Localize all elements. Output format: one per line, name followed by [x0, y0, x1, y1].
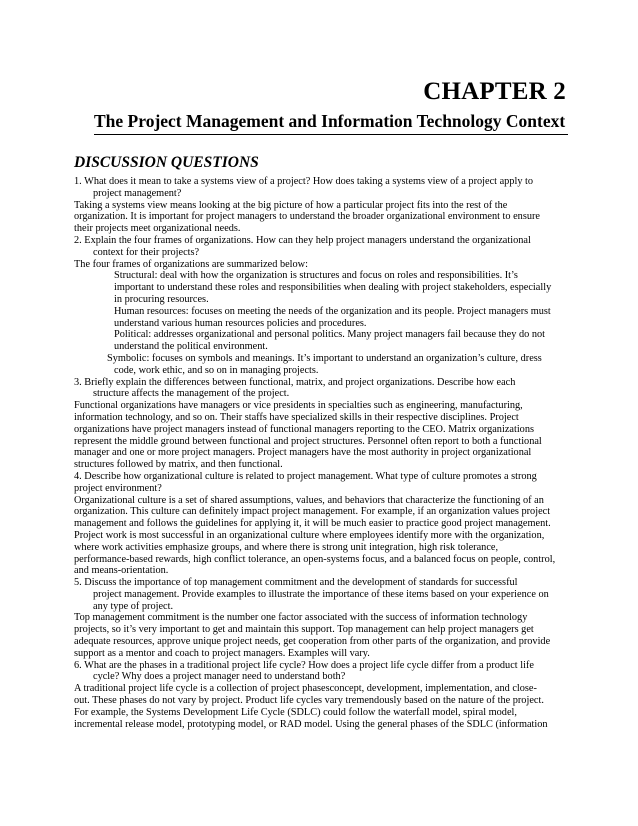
answer-line: management and follows the guidelines for applying it, it will be much easier to practice good project management.	[74, 518, 551, 530]
answer-line: their projects meet organizational needs.	[74, 223, 241, 235]
answer-line: out. These phases do not vary by project. Product life cycles vary tremendously based on the nature of the project.	[74, 695, 544, 707]
question-line: 4. Describe how organizational culture is related to project management. What type of culture promotes a strong	[74, 470, 537, 482]
frame-item-line: Political: addresses organizational and personal politics. Many project managers fail because they do not	[114, 329, 546, 341]
frame-item-line: understand various human resources policies and procedures.	[114, 317, 367, 329]
question-line: any type of project.	[93, 600, 174, 612]
answer-line: The four frames of organizations are summarized below:	[74, 258, 308, 270]
answer-line: support as a mentor and coach to project managers. Examples will vary.	[74, 647, 370, 659]
answer-line: organization. This culture can definitely impact project management. For example, if an organization values project	[74, 506, 551, 518]
answer-line: Functional organizations have managers or vice presidents in specialties such as engineering, manufacturing,	[74, 400, 523, 412]
document-body	[74, 176, 566, 730]
answer-line: structures followed by matrix, and then functional.	[74, 459, 283, 471]
answer-line: organizations have project managers instead of functional managers reporting to the CEO. Matrix organizations	[74, 423, 534, 435]
question-line: 5. Discuss the importance of top management commitment and the development of standards for successful	[74, 577, 518, 589]
question-line: 3. Briefly explain the differences between functional, matrix, and project organizations. Describe how each	[74, 376, 516, 388]
frame-item-line: in procuring resources.	[114, 293, 209, 305]
answer-line: represent the middle ground between functional and project structures. Personnel often report to both a functional	[74, 435, 542, 447]
frame-item-line: understand the political environment.	[114, 341, 268, 353]
question-line: 6. What are the phases in a traditional project life cycle? How does a project life cycle differ from a product life	[74, 659, 534, 671]
chapter-title: The Project Management and Information Technology Context	[94, 111, 568, 135]
question-line: 1. What does it mean to take a systems view of a project? How does taking a systems view of a project apply to	[74, 176, 534, 187]
answer-line: where work activities emphasize groups, and where there is strong unit integration, high risk tolerance,	[74, 541, 499, 553]
frame-item-line: Human resources: focuses on meeting the needs of the organization and its people. Project managers must	[114, 305, 551, 317]
answer-line: manager and one or more project managers. Project managers have the most authority in project organizational	[74, 447, 532, 459]
question-line: structure affects the management of the project.	[93, 388, 290, 400]
frame-item-line: Symbolic: focuses on symbols and meanings. It’s important to understand an organization’s culture, dress	[107, 352, 542, 364]
frame-item-line: Structural: deal with how the organization is structures and focus on roles and responsibilities. It’s	[114, 270, 518, 282]
answer-line: and means-orientation.	[74, 565, 169, 577]
frame-item-line: code, work ethic, and so on in managing projects.	[114, 364, 319, 376]
frame-item-line: important to understand these roles and responsibilities when dealing with project stakeholders, especially	[114, 282, 552, 294]
answer-line: For example, the Systems Development Life Cycle (SDLC) could follow the waterfall model, spiral model,	[74, 706, 517, 718]
answer-line: organization. It is important for project managers to understand the broader organizational environment to ensure	[74, 211, 540, 223]
question-line: cycle? Why does a project manager need to understand both?	[93, 671, 346, 683]
question-line: project management?	[93, 187, 182, 199]
question-line: context for their projects?	[93, 246, 200, 258]
question-line: 2. Explain the four frames of organizations. How can they help project managers understand the organizational	[74, 234, 531, 246]
answer-line: Project work is most successful in an organizational culture where employees identify more with the organization,	[74, 529, 545, 541]
section-heading: DISCUSSION QUESTIONS	[74, 154, 259, 171]
answer-line: adequate resources, approve unique project needs, get cooperation from other parts of the organization, and provide	[74, 636, 551, 648]
answer-line: projects, so it’s very important to get and maintain this support. Top management can help project managers get	[74, 624, 534, 636]
answer-line: Taking a systems view means looking at the big picture of how a particular project fits into the rest of the	[74, 199, 508, 211]
question-line: project environment?	[74, 482, 162, 494]
question-line: project management. Provide examples to illustrate the importance of these items based on your experience on	[93, 588, 549, 600]
answer-line: incremental release model, prototyping model, or RAD model. Using the general phases of the SDLC (information	[74, 718, 548, 730]
answer-line: performance-based rewards, high conflict tolerance, an open-systems focus, and a balanced focus on people, control,	[74, 553, 556, 565]
answer-line: Top management commitment is the number one factor associated with the success of information technology	[74, 612, 528, 624]
answer-line: Organizational culture is a set of shared assumptions, values, and behaviors that characterize the functioning of an	[74, 494, 544, 506]
chapter-heading: CHAPTER 2	[423, 78, 566, 105]
answer-line: A traditional project life cycle is a collection of project phasesconcept, development, implementation, and close-	[74, 683, 537, 695]
answer-line: information technology, and so on. Their staffs have specialized skills in their respective disciplines. Project	[74, 411, 519, 423]
